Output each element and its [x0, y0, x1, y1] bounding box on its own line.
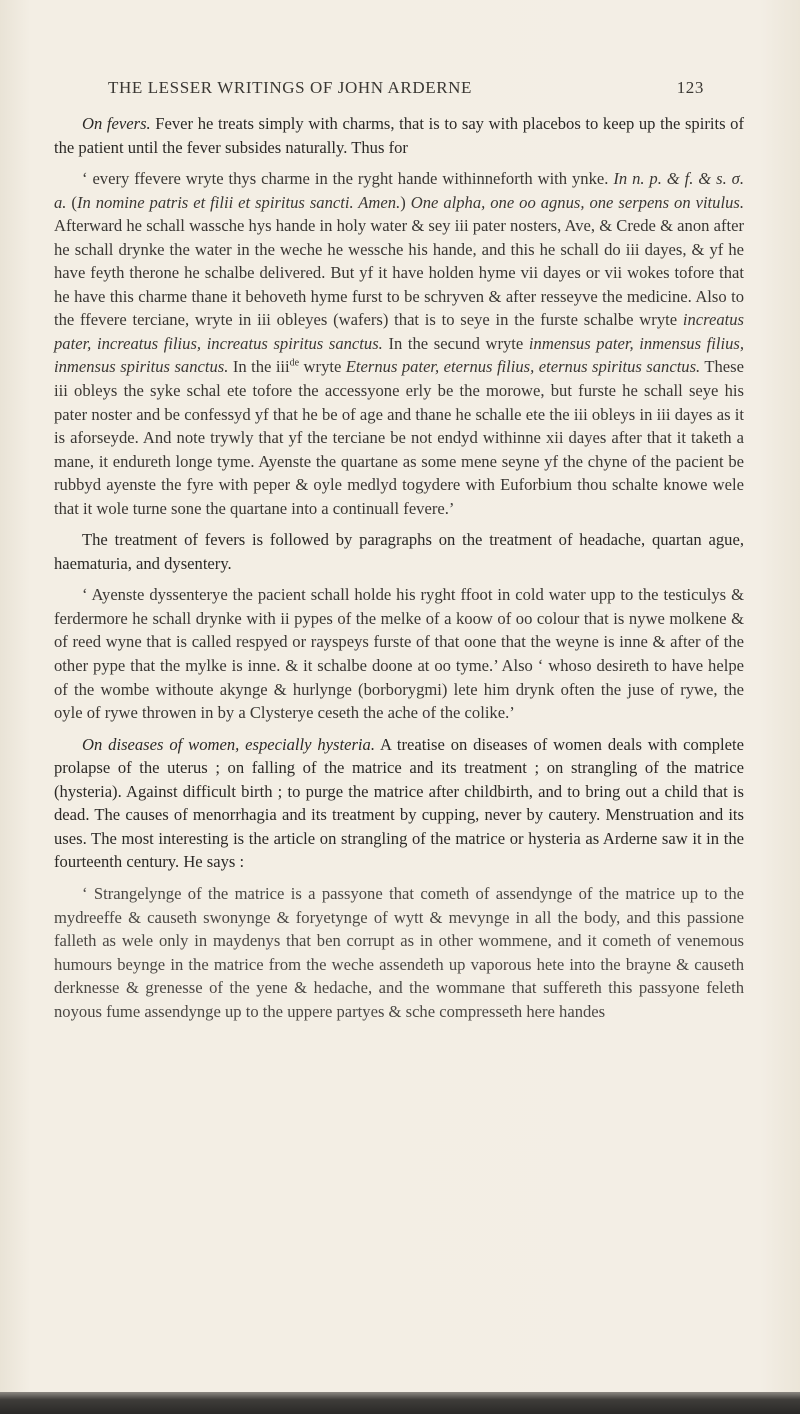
text-run: wryte: [299, 357, 346, 377]
running-header: [108, 78, 704, 98]
text-run: Afterward he schall wassche hys hande in holy water & sey iii pater nosters, Ave, & Crede & anon after he schall drynke the water in the weche he wessche his hande, and this he schall do iii dayes, & yf he have feyth therone he schalbe delivered. But yf it have holden hyme vii dayes or vii wokes tofore that he have this charme thane it behoveth hyme furst to be schryven & after resseyve the medicine. Also to the ffevere terciane, wryte in iii obleyes (wafers) that is to seye in the furste schalbe wryte: [54, 216, 744, 330]
body-text: [54, 112, 744, 1031]
page-bottom-edge: [0, 1392, 800, 1414]
text-run: ‘ every ffevere wryte thys charme in the ryght hande withinneforth with ynke.: [82, 169, 614, 189]
text-run: ‘ Ayenste dyssenterye the pacient schall holde his ryght ffoot in cold water upp to the testiculys & ferdermore he schall drynke with ii pypes of the melke of a koow of oo colour that is nywe molkene & of reed wyne that is called respyed or rayspeys furste of that oone that the weyne is inne & after of the other pype that the mylke is inne. & it schalbe doone at oo tyme.’ Also ‘ whoso desireth to have helpe of the wombe withoute akynge & hurlynge (borborygmi) lete him drynk often the juse of rywe, the oyle of rywe throwen in by a Clysterye ceseth the ache of the colike.’: [54, 585, 744, 723]
paragraph-dysentery-quote: [54, 583, 744, 724]
italic-run: One alpha, one oo agnus, one serpens on vitulus.: [410, 192, 744, 212]
text-run: A treatise on diseases of women deals with complete prolapse of the uterus ; on falling of the matrice and its treatment ; on strangling of the matrice (hysteria). Against difficult birth ; to purge the matrice after childbirth, and to bring out a child that is dead. The causes of menorrhagia and its treatment by cupping, never by cautery. Menstruation and its uses. The most interesting is the article on strangling of the matrice or hysteria as Arderne saw it in the fourteenth century. He says :: [54, 734, 745, 872]
italic-run: In n. p. & f. & s. σ. a.: [54, 169, 744, 212]
italic-run: On diseases of women, especially hysteria.: [82, 734, 375, 754]
paragraph-hysteria-quote: [54, 882, 744, 1023]
paragraph-fevers-intro: [54, 112, 744, 159]
running-title: THE LESSER WRITINGS OF JOHN ARDERNE: [108, 78, 473, 97]
italic-run: On fevers.: [82, 114, 151, 133]
text-run: Fever he treats simply with charms, that is to say with placebos to keep up the spirits of the patient until the fever subsides naturally. Thus for: [54, 114, 744, 157]
paragraph-treatments-summary: [54, 528, 744, 575]
paragraph-fever-charm-quote: [54, 167, 744, 520]
italic-run: In nomine patris et filii et spiritus sancti. Amen.: [76, 192, 401, 212]
italic-run: increatus pater, increatus filius, increatus spiritus sanctus.: [54, 310, 744, 353]
text-run: (: [66, 192, 77, 212]
page-number: 123: [676, 78, 704, 97]
text-run: In the iii: [228, 357, 290, 377]
italic-run: inmensus pater, inmensus filius, inmensus spiritus sanctus.: [54, 333, 745, 377]
text-run: These iii obleys the syke schal ete tofore the accessyone erly be the morowe, but furste he schall seye his pater noster and be confessyd yf that he be of age and thane he schalle ete the iii obleys in iii dayes as it is aforseyde. And note trywly that yf the terciane be not endyd withinne xii dayes after that it taketh a mane, it endureth longe tyme. Ayenste the quartane as some mene seyne yf the chyne of the pacient be rubbyd ayenste the fyre with peper & oyle medlyd togydere with Euforbium thou schalte knowe wele that it wole turne sone the quartane into a continuall fevere.’: [54, 357, 744, 518]
text-run: In the secund wryte: [382, 333, 529, 353]
text-run: The treatment of fevers is followed by paragraphs on the treatment of headache, quartan ague, haematuria, and dysentery.: [54, 530, 744, 573]
italic-run: Eternus pater, eternus filius, eternus spiritus sanctus.: [345, 357, 701, 377]
superscript-run: de: [289, 357, 300, 369]
paragraph-diseases-of-women: [54, 733, 744, 874]
text-run: ): [400, 192, 411, 212]
text-run: ‘ Strangelynge of the matrice is a passyone that cometh of assendynge of the matrice up to the mydreeffe & causeth swonynge & foryetynge of wytt & mevynge in all the body, and this passione falleth as wele only in maydenys that ben corrupt as in other wommene, and it cometh of venemous humours beynge in the matrice from the weche assendeth up vaporous hete into the brayne & causeth derknesse & grenesse of the yene & hedache, and the wommane that suffereth this passyone feleth noyous fume assendynge up to the uppere partyes & sche compresseth here handes: [54, 883, 744, 1021]
